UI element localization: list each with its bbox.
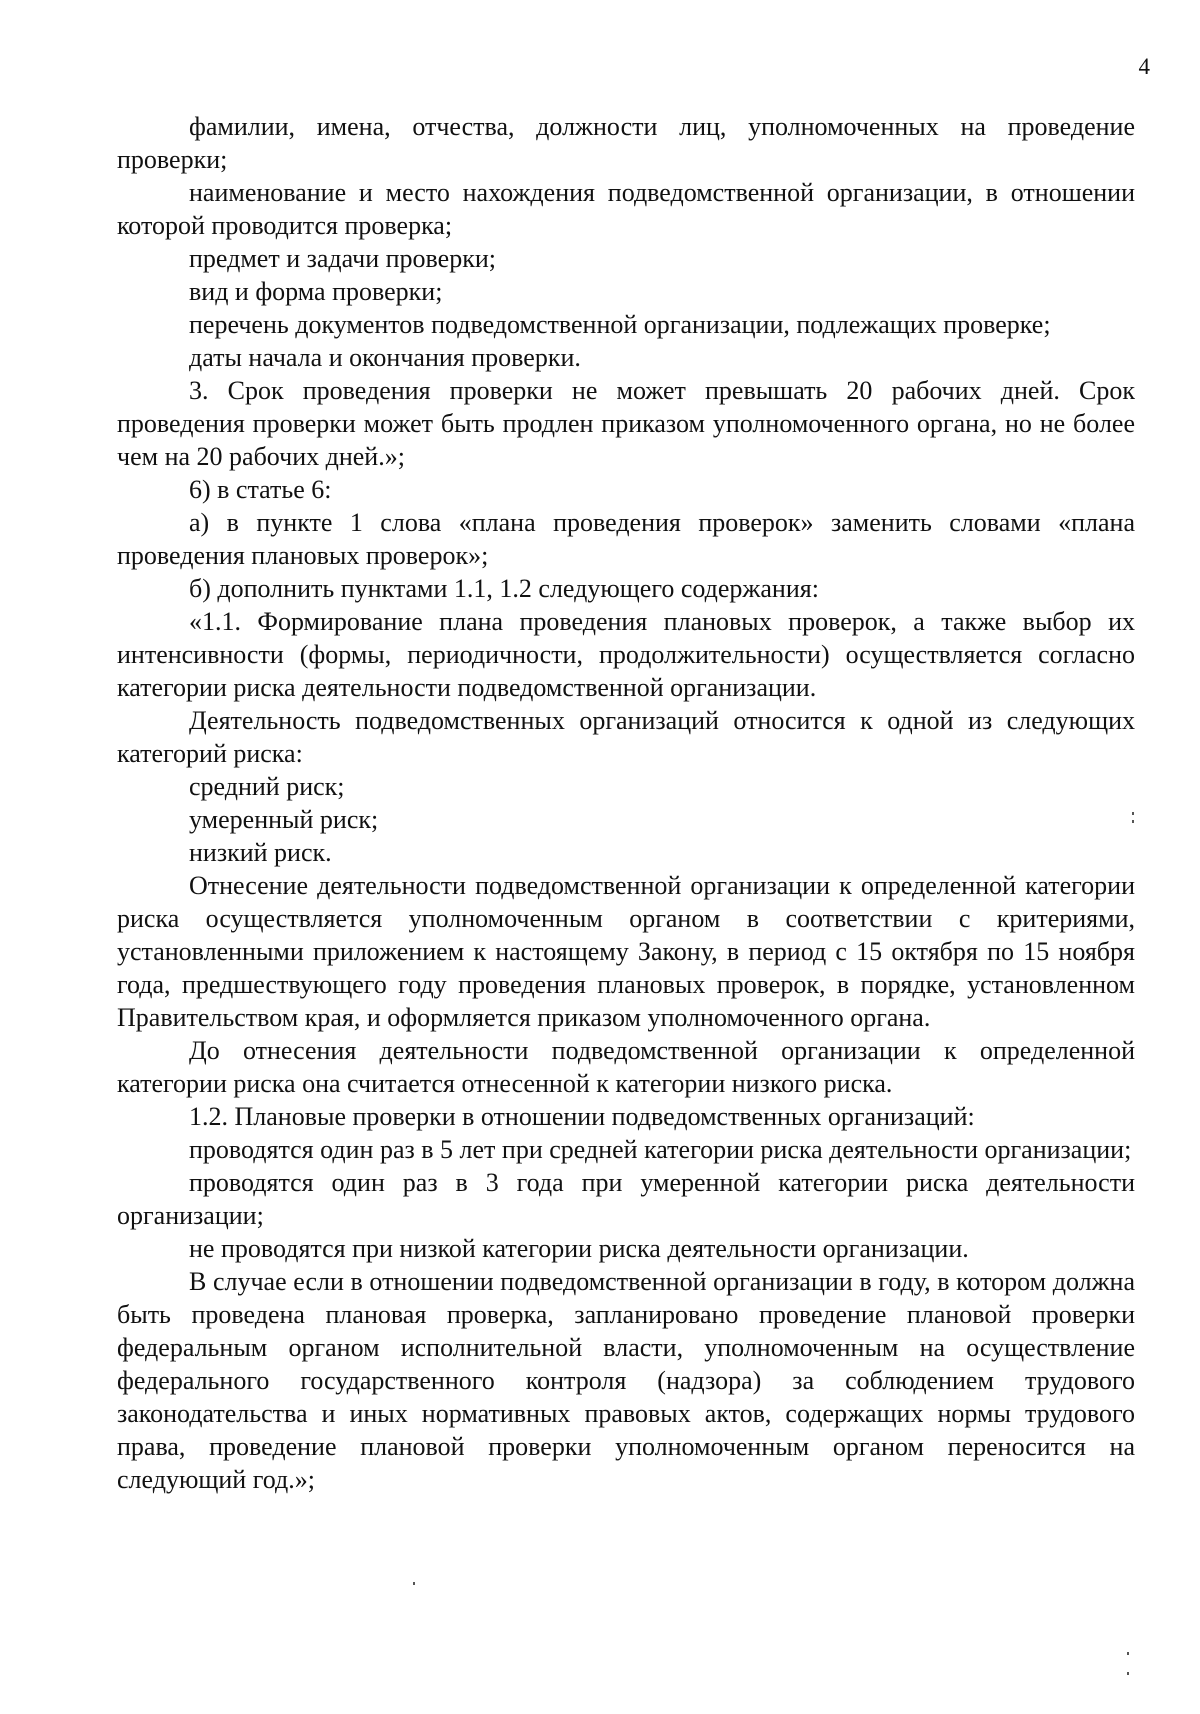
paragraph: вид и форма проверки; xyxy=(189,277,443,306)
list-item: низкий риск. xyxy=(189,838,332,867)
paragraph: даты начала и окончания проверки. xyxy=(189,343,581,372)
paragraph: перечень документов подведомственной организации, подлежащих проверке; xyxy=(189,310,1051,339)
list-item: умеренный риск; xyxy=(189,805,379,834)
scan-speck xyxy=(1127,1652,1129,1655)
paragraph: До отнесения деятельности подведомственной организации к определенной категории риска она считается отнесенной к категории низкого риска. xyxy=(117,1036,1135,1098)
list-item: проводятся один раз в 5 лет при средней категории риска деятельности организации; xyxy=(189,1135,1132,1164)
scan-speck xyxy=(1127,1672,1129,1675)
paragraph: 1.2. Плановые проверки в отношении подведомственных организаций: xyxy=(189,1102,975,1131)
list-item: не проводятся при низкой категории риска деятельности организации. xyxy=(189,1234,969,1263)
paragraph: 3. Срок проведения проверки не может превышать 20 рабочих дней. Срок проведения проверки может быть продлен приказом уполномоченного органа, но не более чем на 20 рабочих дней.»; xyxy=(117,376,1135,471)
paragraph: а) в пункте 1 слова «плана проведения проверок» заменить словами «плана проведения плановых проверок»; xyxy=(117,508,1135,570)
paragraph: предмет и задачи проверки; xyxy=(189,244,496,273)
page-number: 4 xyxy=(1138,54,1150,79)
paragraph: В случае если в отношении подведомственной организации в году, в котором должна быть проведена плановая проверка, запланировано проведение плановой проверки федеральным органом исполнительной власти, уполномоченным на осуществление федерального государственного контроля (надзора) за соблюдением трудового законодательства и иных нормативных правовых актов, содержащих нормы трудового права, проведение плановой проверки уполномоченным органом переносится на следующий год.»; xyxy=(117,1267,1135,1494)
paragraph: наименование и место нахождения подведомственной организации, в отношении которой проводится проверка; xyxy=(117,178,1135,240)
paragraph: б) дополнить пунктами 1.1, 1.2 следующего содержания: xyxy=(189,574,819,603)
list-item: средний риск; xyxy=(189,772,345,801)
paragraph: Отнесение деятельности подведомственной организации к определенной категории риска осуществляется уполномоченным органом в соответствии с критериями, установленными приложением к настоящему Закону, в период с 15 октября по 15 ноября года, предшествующего году проведения плановых проверок, в порядке, установленном Правительством края, и оформляется приказом уполномоченного органа. xyxy=(117,871,1135,1032)
document-body xyxy=(117,110,1135,1496)
scan-speck xyxy=(413,1582,415,1585)
scan-speck xyxy=(1132,820,1134,823)
paragraph: «1.1. Формирование плана проведения плановых проверок, а также выбор их интенсивности (формы, периодичности, продолжительности) осуществляется согласно категории риска деятельности подведомственной организации. xyxy=(117,607,1135,702)
paragraph: 6) в статье 6: xyxy=(189,475,332,504)
scan-speck xyxy=(1132,812,1134,815)
list-item: проводятся один раз в 3 года при умеренной категории риска деятельности организации; xyxy=(117,1168,1135,1230)
paragraph: Деятельность подведомственных организаций относится к одной из следующих категорий риска: xyxy=(117,706,1135,768)
paragraph: фамилии, имена, отчества, должности лиц, уполномоченных на проведение проверки; xyxy=(117,112,1135,174)
